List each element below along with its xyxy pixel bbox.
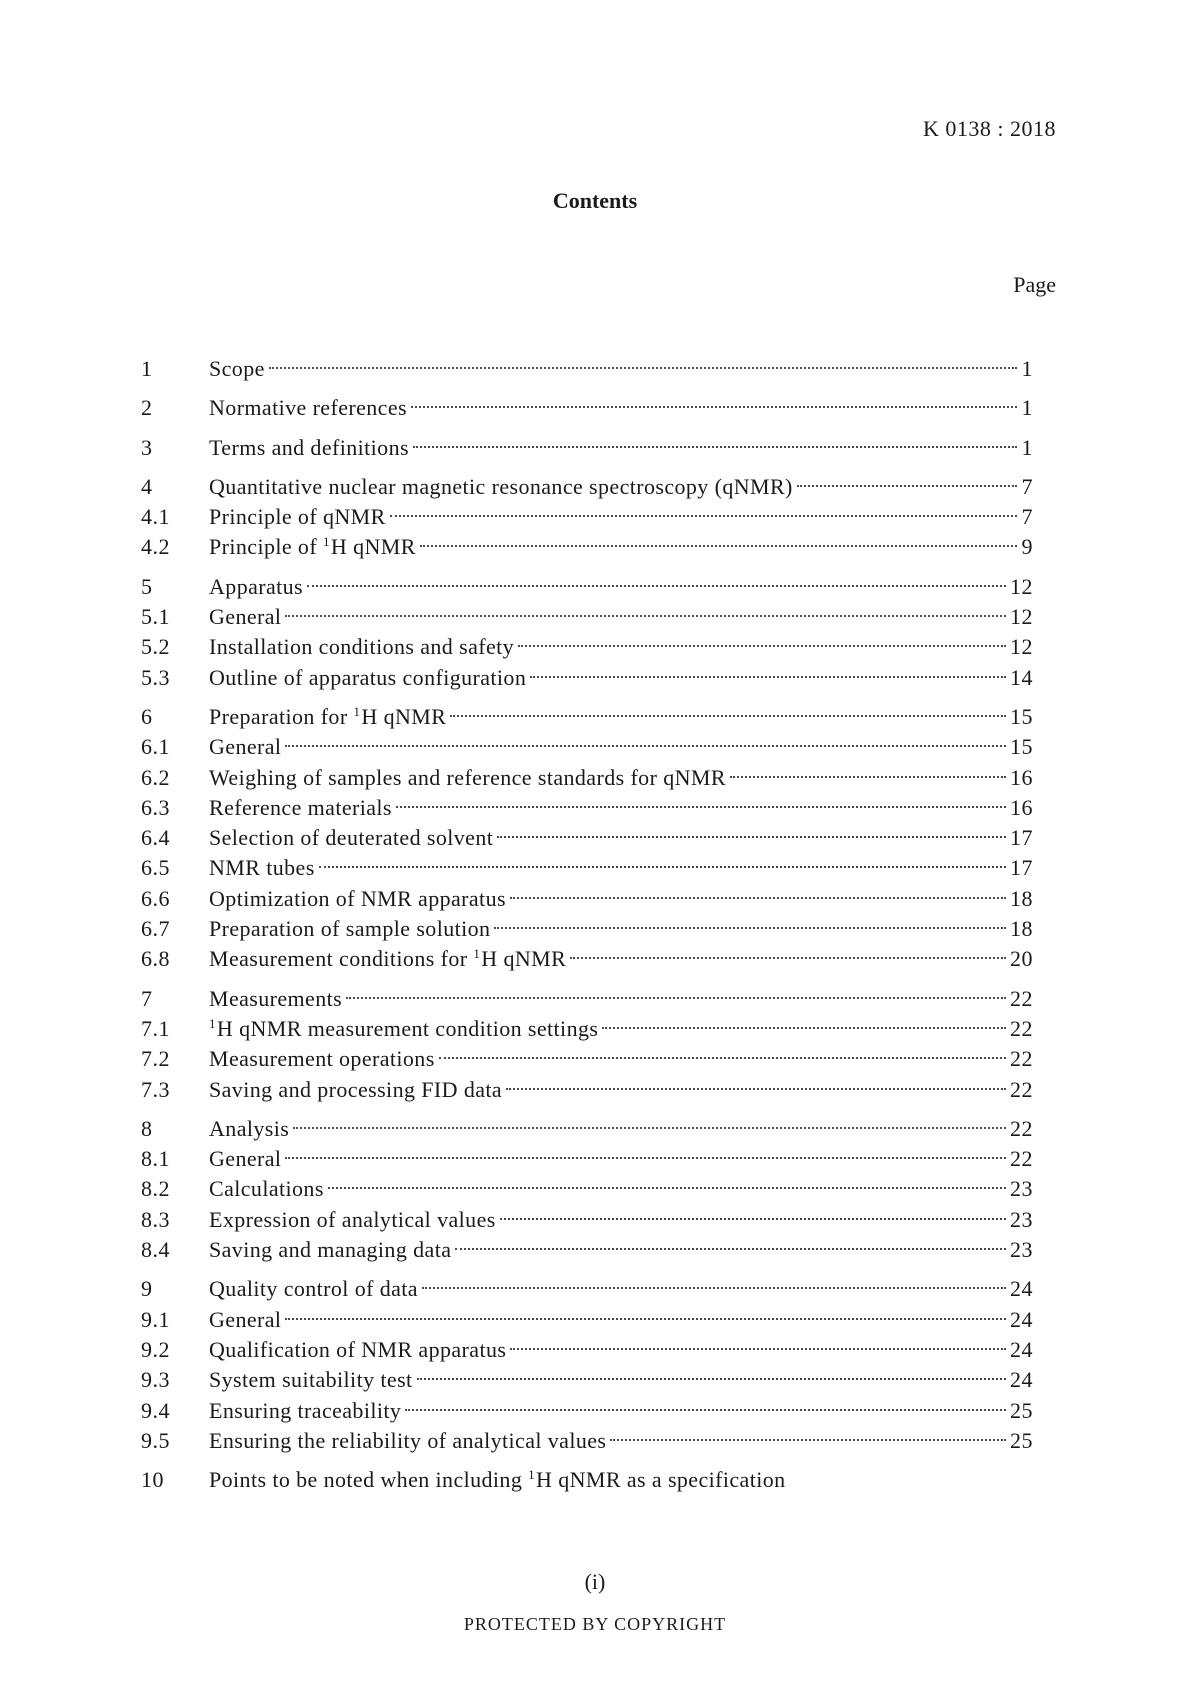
dot-leader (285, 1157, 1006, 1159)
toc-entry-page: 20 (1010, 946, 1033, 972)
toc-entry-number: 1 (141, 356, 153, 381)
toc-entry-number: 8.1 (141, 1146, 170, 1172)
superscript-one: 1 (209, 1015, 216, 1031)
toc-entry[interactable] (141, 602, 1033, 632)
toc-entry[interactable] (141, 1274, 1033, 1304)
dot-leader (500, 1218, 1006, 1220)
toc-entry-title: Selection of deuterated solvent (209, 825, 494, 851)
toc-entry-title: Ensuring the reliability of analytical values (209, 1427, 607, 1453)
toc-section-group (141, 572, 1033, 693)
toc-entry-page: 24 (1010, 1367, 1033, 1393)
toc-entry[interactable] (141, 884, 1033, 914)
toc-entry[interactable] (141, 1014, 1033, 1044)
toc-entry-page: 23 (1010, 1206, 1033, 1232)
dot-leader (497, 836, 1006, 838)
toc-entry-title: Calculations (209, 1176, 324, 1202)
dot-leader (417, 1378, 1006, 1380)
superscript-one: 1 (353, 703, 361, 719)
dot-leader (494, 927, 1006, 929)
toc-entry-title: Points to be noted when including $^1$H qNMR as a specification (209, 1467, 786, 1493)
toc-entry-number: 9.5 (141, 1427, 170, 1453)
toc-entry-title: Outline of apparatus configuration (209, 664, 527, 690)
contents-title: Contents (552, 188, 638, 213)
toc-entry-title: Principle of qNMR (209, 504, 386, 530)
toc-entry[interactable] (141, 1174, 1033, 1204)
toc-entry-title: NMR tubes (209, 855, 315, 881)
toc-entry-number: 4 (141, 473, 153, 499)
toc-entry-number: 7.1 (141, 1015, 170, 1041)
toc-entry-title: Preparation of sample solution (209, 916, 491, 942)
dot-leader (422, 1287, 1006, 1289)
toc-section-group (141, 1465, 1033, 1495)
toc-entry-page: 25 (1010, 1397, 1033, 1423)
dot-leader (269, 367, 1017, 369)
toc-entry-page: 16 (1010, 764, 1033, 790)
toc-entry-title: Saving and processing FID data (209, 1076, 503, 1102)
toc-entry[interactable] (141, 393, 1033, 423)
dot-leader (413, 446, 1017, 448)
toc-entry-page: 22 (1010, 1015, 1033, 1041)
toc-entry-title: Terms and definitions (209, 434, 409, 460)
document-number: K 0138 : 2018 (923, 116, 1056, 141)
dot-leader (570, 957, 1006, 959)
toc-entry-title: Measurement conditions for $^1$H qNMR (209, 946, 567, 972)
toc-entry[interactable] (141, 472, 1033, 502)
toc-entry-page: 1 (1021, 434, 1033, 460)
toc-entry[interactable] (141, 663, 1033, 693)
toc-section-group (141, 1114, 1033, 1265)
page-column-header: Page (1013, 272, 1056, 297)
toc-entry-title: Normative references (209, 395, 407, 421)
toc-entry-title: Qualification of NMR apparatus (209, 1336, 507, 1362)
dot-leader (510, 1348, 1006, 1350)
toc-entry-number: 5.3 (141, 664, 170, 690)
toc-entry-title: Scope (209, 356, 265, 381)
toc-entry-title: Weighing of samples and reference standards for qNMR (209, 764, 726, 790)
toc-entry-page: 22 (1010, 1076, 1033, 1102)
toc-entry-title: General (209, 1306, 282, 1332)
toc-entry[interactable] (141, 732, 1033, 762)
dot-leader (396, 806, 1006, 808)
toc-entry-number: 9.1 (141, 1306, 170, 1332)
toc-entry-page: 22 (1010, 1046, 1033, 1072)
toc-entry-page: 1 (1021, 395, 1033, 421)
toc-entry-title: Expression of analytical values (209, 1206, 496, 1232)
toc-entry-number: 2 (141, 395, 153, 421)
toc-entry-page: 12 (1010, 634, 1033, 660)
dot-leader (390, 515, 1017, 517)
toc-entry-number: 6 (141, 703, 153, 729)
toc-entry[interactable] (141, 702, 1033, 732)
toc-entry-number: 7 (141, 985, 153, 1011)
toc-entry-page: 23 (1010, 1237, 1033, 1263)
dot-leader (530, 676, 1006, 678)
toc-entry-title: General (209, 1146, 282, 1172)
toc-entry-number: 6.6 (141, 885, 170, 911)
toc-entry-page: 16 (1010, 794, 1033, 820)
toc-entry-page: 24 (1010, 1336, 1033, 1362)
toc-entry-title: Measurements (209, 985, 343, 1011)
toc-entry-title: Principle of $^1$H qNMR (209, 534, 416, 560)
dot-leader (439, 1057, 1006, 1059)
toc-entry[interactable] (141, 1335, 1033, 1365)
toc-entry[interactable] (141, 1465, 1033, 1495)
toc-entry-title: Apparatus (209, 573, 304, 599)
dot-leader (293, 1127, 1006, 1129)
toc-entry-title: Saving and managing data (209, 1237, 452, 1263)
dot-leader (285, 745, 1006, 747)
toc-entry-page: 24 (1010, 1276, 1033, 1302)
toc-entry-page: 7 (1021, 473, 1033, 499)
toc-entry[interactable] (141, 632, 1033, 662)
toc-entry[interactable] (141, 1396, 1033, 1426)
toc-entry-page: 12 (1010, 604, 1033, 630)
toc-entry-title: Quality control of data (209, 1276, 418, 1302)
table-of-contents (141, 354, 1033, 1504)
dot-leader (346, 997, 1006, 999)
toc-entry-number: 6.2 (141, 764, 170, 790)
toc-entry-number: 6.8 (141, 946, 170, 972)
toc-entry-title: System suitability test (209, 1367, 413, 1393)
toc-entry-page: 17 (1010, 855, 1033, 881)
toc-entry-number: 9 (141, 1276, 153, 1302)
toc-entry-number: 7.2 (141, 1046, 170, 1072)
toc-entry-title: Reference materials (209, 794, 392, 820)
toc-entry[interactable] (141, 1365, 1033, 1395)
dot-leader (405, 1409, 1006, 1411)
toc-entry-page: 23 (1010, 1176, 1033, 1202)
superscript-one: 1 (528, 1467, 536, 1483)
dot-leader (285, 1318, 1006, 1320)
toc-entry-number: 8.3 (141, 1206, 170, 1232)
toc-entry[interactable] (141, 433, 1033, 463)
toc-entry-page: 9 (1021, 534, 1033, 560)
toc-entry[interactable] (141, 763, 1033, 793)
toc-section-group (141, 984, 1033, 1105)
toc-entry-page: 15 (1010, 734, 1033, 760)
toc-entry-number: 8.4 (141, 1237, 170, 1263)
toc-entry-number: 5.2 (141, 634, 170, 660)
toc-entry-title: Analysis (209, 1115, 290, 1141)
toc-entry[interactable] (141, 1305, 1033, 1335)
toc-entry-number: 6.4 (141, 825, 170, 851)
toc-entry-number: 6.5 (141, 855, 170, 881)
toc-entry-number: 7.3 (141, 1076, 170, 1102)
toc-entry-page: 22 (1010, 1146, 1033, 1172)
dot-leader (506, 1088, 1006, 1090)
toc-entry-page: 24 (1010, 1306, 1033, 1332)
toc-section-group (141, 433, 1033, 463)
toc-entry-number: 9.2 (141, 1336, 170, 1362)
toc-entry-number: 9.4 (141, 1397, 170, 1423)
toc-entry-page: 18 (1010, 885, 1033, 911)
toc-entry-title: General (209, 604, 282, 630)
superscript-one: 1 (473, 946, 481, 962)
dot-leader (411, 406, 1017, 408)
toc-section-group (141, 354, 1033, 384)
toc-section-group (141, 472, 1033, 563)
toc-entry-title: Measurement operations (209, 1046, 435, 1072)
toc-entry-page: 17 (1010, 825, 1033, 851)
toc-entry-page: 1 (1021, 356, 1033, 381)
superscript-one: 1 (322, 534, 330, 550)
toc-entry-number: 6.7 (141, 916, 170, 942)
toc-entry-number: 10 (141, 1467, 164, 1493)
toc-section-group (141, 702, 1033, 975)
toc-entry-number: 8 (141, 1115, 153, 1141)
toc-entry-title: Quantitative nuclear magnetic resonance spectroscopy (qNMR) (209, 473, 793, 499)
toc-entry[interactable] (141, 914, 1033, 944)
toc-entry[interactable] (141, 1075, 1033, 1105)
toc-entry[interactable] (141, 1114, 1033, 1144)
toc-entry[interactable] (141, 944, 1033, 974)
toc-entry-title: Optimization of NMR apparatus (209, 885, 506, 911)
toc-entry[interactable] (141, 532, 1033, 562)
dot-leader (518, 645, 1006, 647)
dot-leader (285, 615, 1006, 617)
dot-leader (455, 1248, 1006, 1250)
toc-entry-number: 6.3 (141, 794, 170, 820)
toc-entry-page: 12 (1010, 573, 1033, 599)
toc-entry[interactable] (141, 984, 1033, 1014)
toc-entry-title: Ensuring traceability (209, 1397, 402, 1423)
toc-entry-page: 22 (1010, 985, 1033, 1011)
toc-entry[interactable] (141, 823, 1033, 853)
toc-entry-number: 6.1 (141, 734, 170, 760)
toc-entry-number: 4.1 (141, 504, 170, 530)
dot-leader (328, 1187, 1006, 1189)
toc-entry-number: 5 (141, 573, 153, 599)
toc-entry-page: 25 (1010, 1427, 1033, 1453)
dot-leader (797, 485, 1017, 487)
toc-entry[interactable] (141, 1235, 1033, 1265)
toc-entry-number: 9.3 (141, 1367, 170, 1393)
toc-entry-page: 14 (1010, 664, 1033, 690)
toc-entry[interactable] (141, 793, 1033, 823)
page-number: (i) (584, 1569, 606, 1594)
toc-entry[interactable] (141, 853, 1033, 883)
dot-leader (730, 776, 1006, 778)
toc-entry-page: 7 (1021, 504, 1033, 530)
toc-entry-page: 22 (1010, 1115, 1033, 1141)
toc-entry[interactable] (141, 1205, 1033, 1235)
toc-entry-number: 4.2 (141, 534, 170, 560)
toc-entry[interactable] (141, 502, 1033, 532)
dot-leader (420, 545, 1017, 547)
toc-entry-title: Installation conditions and safety (209, 634, 515, 660)
dot-leader (450, 715, 1006, 717)
dot-leader (510, 897, 1006, 899)
toc-entry-title: Preparation for $^1$H qNMR (209, 703, 447, 729)
dot-leader (307, 585, 1006, 587)
toc-entry-number: 3 (141, 434, 153, 460)
dot-leader (319, 866, 1006, 868)
toc-entry[interactable] (141, 1144, 1033, 1174)
dot-leader (610, 1439, 1006, 1441)
toc-section-group (141, 1274, 1033, 1456)
toc-entry-title: General (209, 734, 282, 760)
toc-entry[interactable] (141, 354, 1033, 384)
toc-entry-page: 18 (1010, 916, 1033, 942)
toc-entry[interactable] (141, 572, 1033, 602)
toc-entry-page: 15 (1010, 703, 1033, 729)
dot-leader (602, 1027, 1006, 1029)
toc-entry-number: 8.2 (141, 1176, 170, 1202)
toc-entry[interactable] (141, 1426, 1033, 1456)
toc-section-group (141, 393, 1033, 423)
toc-entry[interactable] (141, 1044, 1033, 1074)
toc-entry-number: 5.1 (141, 604, 170, 630)
copyright-footer: PROTECTED BY COPYRIGHT (463, 1614, 727, 1634)
toc-entry-title: $^1$H qNMR measurement condition settings (209, 1015, 599, 1041)
